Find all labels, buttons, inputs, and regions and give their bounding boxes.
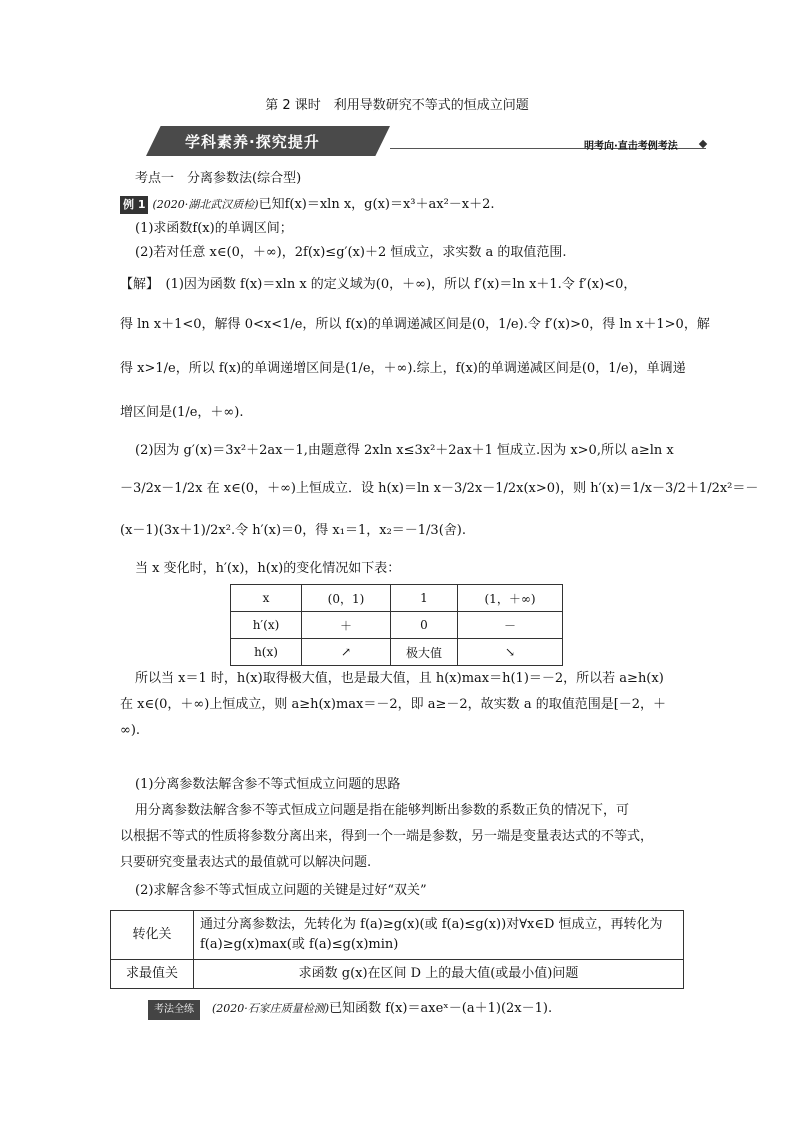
example-text: 已知f(x)＝xln x，g(x)＝x³＋ax²－x＋2.	[258, 197, 495, 212]
method-paragraph: 以根据不等式的性质将参数分离出来，得到一个一端是参数，另一端是变量表达式的不等式，	[120, 829, 654, 844]
solution-line: 得 ln x＋1<0，解得 0<x<1/e，所以 f(x)的单调递减区间是(0，1/e).令 f′(x)>0，得 ln x＋1>0，解	[120, 317, 710, 332]
solution-line: 增区间是(1/e，＋∞).	[120, 405, 244, 420]
page-title: 第 2 课时 利用导数研究不等式的恒成立问题	[265, 98, 529, 113]
practice-source: (2020·石家庄质量检测)	[212, 1002, 330, 1015]
practice-text: 已知函数 f(x)＝axeˣ－(a＋1)(2x－1).	[329, 1001, 553, 1016]
example-line	[120, 196, 495, 214]
solution-line: (2)因为 g′(x)＝3x²＋2ax－1,由题意得 2xln x≤3x²＋2ax＋1 恒成立.因为 x>0,所以 a≥ln x	[135, 443, 674, 458]
solution-line: －3/2x－1/2x 在 x∈(0，＋∞)上恒成立．设 h(x)＝ln x－3/2x－1/2x(x>0)，则 h′(x)＝1/x－3/2＋1/2x²＝－	[120, 481, 759, 496]
table-cell: 通过分离参数法，先转化为 f(a)≥g(x)(或 f(a)≤g(x))对∀x∈D 恒成立，再转化为 f(a)≥g(x)max(或 f(a)≤g(x)min)	[194, 911, 684, 960]
diamond-icon	[699, 140, 707, 148]
table-row	[231, 639, 563, 666]
banner-title: 学科素养·探究提升	[185, 133, 320, 151]
table-cell: ＋	[302, 612, 391, 639]
table-cell: h(x)	[231, 639, 302, 666]
conclusion-line: 在 x∈(0，＋∞)上恒成立，则 a≥h(x)max＝－2，即 a≥－2，故实数 a 的取值范围是[－2，＋	[120, 697, 667, 712]
solution-line: 得 x>1/e，所以 f(x)的单调递增区间是(1/e，＋∞).综上，f(x)的单调递减区间是(0，1/e)，单调递	[120, 361, 686, 376]
table-cell: x	[231, 585, 302, 612]
table-cell: (1，＋∞)	[458, 585, 563, 612]
example-source: (2020·湖北武汉质检)	[152, 198, 259, 211]
table-cell: (0，1)	[302, 585, 391, 612]
table-row	[231, 585, 563, 612]
table-cell: 求最值关	[111, 960, 194, 989]
banner-subtitle: 明考向·直击考例考法	[584, 141, 678, 152]
double-pass-table	[110, 910, 684, 989]
practice-badge: 考法全练	[148, 1000, 200, 1020]
table-cell: ↗	[302, 639, 391, 666]
practice-line	[148, 1000, 552, 1020]
conclusion-line: ∞).	[120, 723, 141, 738]
question-2: (2)若对任意 x∈(0，＋∞)，2f(x)≤g′(x)＋2 恒成立，求实数 a 的取值范围.	[135, 245, 567, 260]
table-row	[231, 612, 563, 639]
variation-table	[230, 584, 563, 666]
table-cell: 0	[391, 612, 458, 639]
table-cell: h′(x)	[231, 612, 302, 639]
table-row	[111, 960, 684, 989]
example-badge: 例 1	[120, 196, 148, 214]
table-cell: ↘	[458, 639, 563, 666]
table-cell: －	[458, 612, 563, 639]
method-paragraph: 用分离参数法解含参不等式恒成立问题是指在能够判断出参数的系数正负的情况下，可	[135, 803, 630, 818]
solution-line: 当 x 变化时，h′(x)，h(x)的变化情况如下表：	[135, 561, 401, 576]
method-heading-2: (2)求解含参不等式恒成立问题的关键是过好“双关”	[135, 883, 427, 898]
method-heading-1: (1)分离参数法解含参不等式恒成立问题的思路	[135, 777, 401, 792]
table-cell: 1	[391, 585, 458, 612]
table-cell: 极大值	[391, 639, 458, 666]
solution-line: 【解】 (1)因为函数 f(x)＝xln x 的定义域为(0，＋∞)，所以 f′(x)＝ln x＋1.令 f′(x)<0，	[120, 277, 637, 292]
solution-line: (x－1)(3x＋1)/2x².令 h′(x)＝0，得 x₁＝1，x₂＝－1/3(舍).	[120, 523, 466, 538]
table-row	[111, 911, 684, 960]
table-cell: 求函数 g(x)在区间 D 上的最大值(或最小值)问题	[194, 960, 684, 989]
method-paragraph: 只要研究变量表达式的最值就可以解决问题.	[120, 855, 372, 870]
table-cell: 转化关	[111, 911, 194, 960]
section-heading: 考点一 分离参数法(综合型)	[135, 171, 302, 186]
conclusion-line: 所以当 x＝1 时，h(x)取得极大值，也是最大值，且 h(x)max＝h(1)＝－2，所以若 a≥h(x)	[135, 671, 664, 686]
question-1: (1)求函数f(x)的单调区间；	[135, 221, 293, 236]
